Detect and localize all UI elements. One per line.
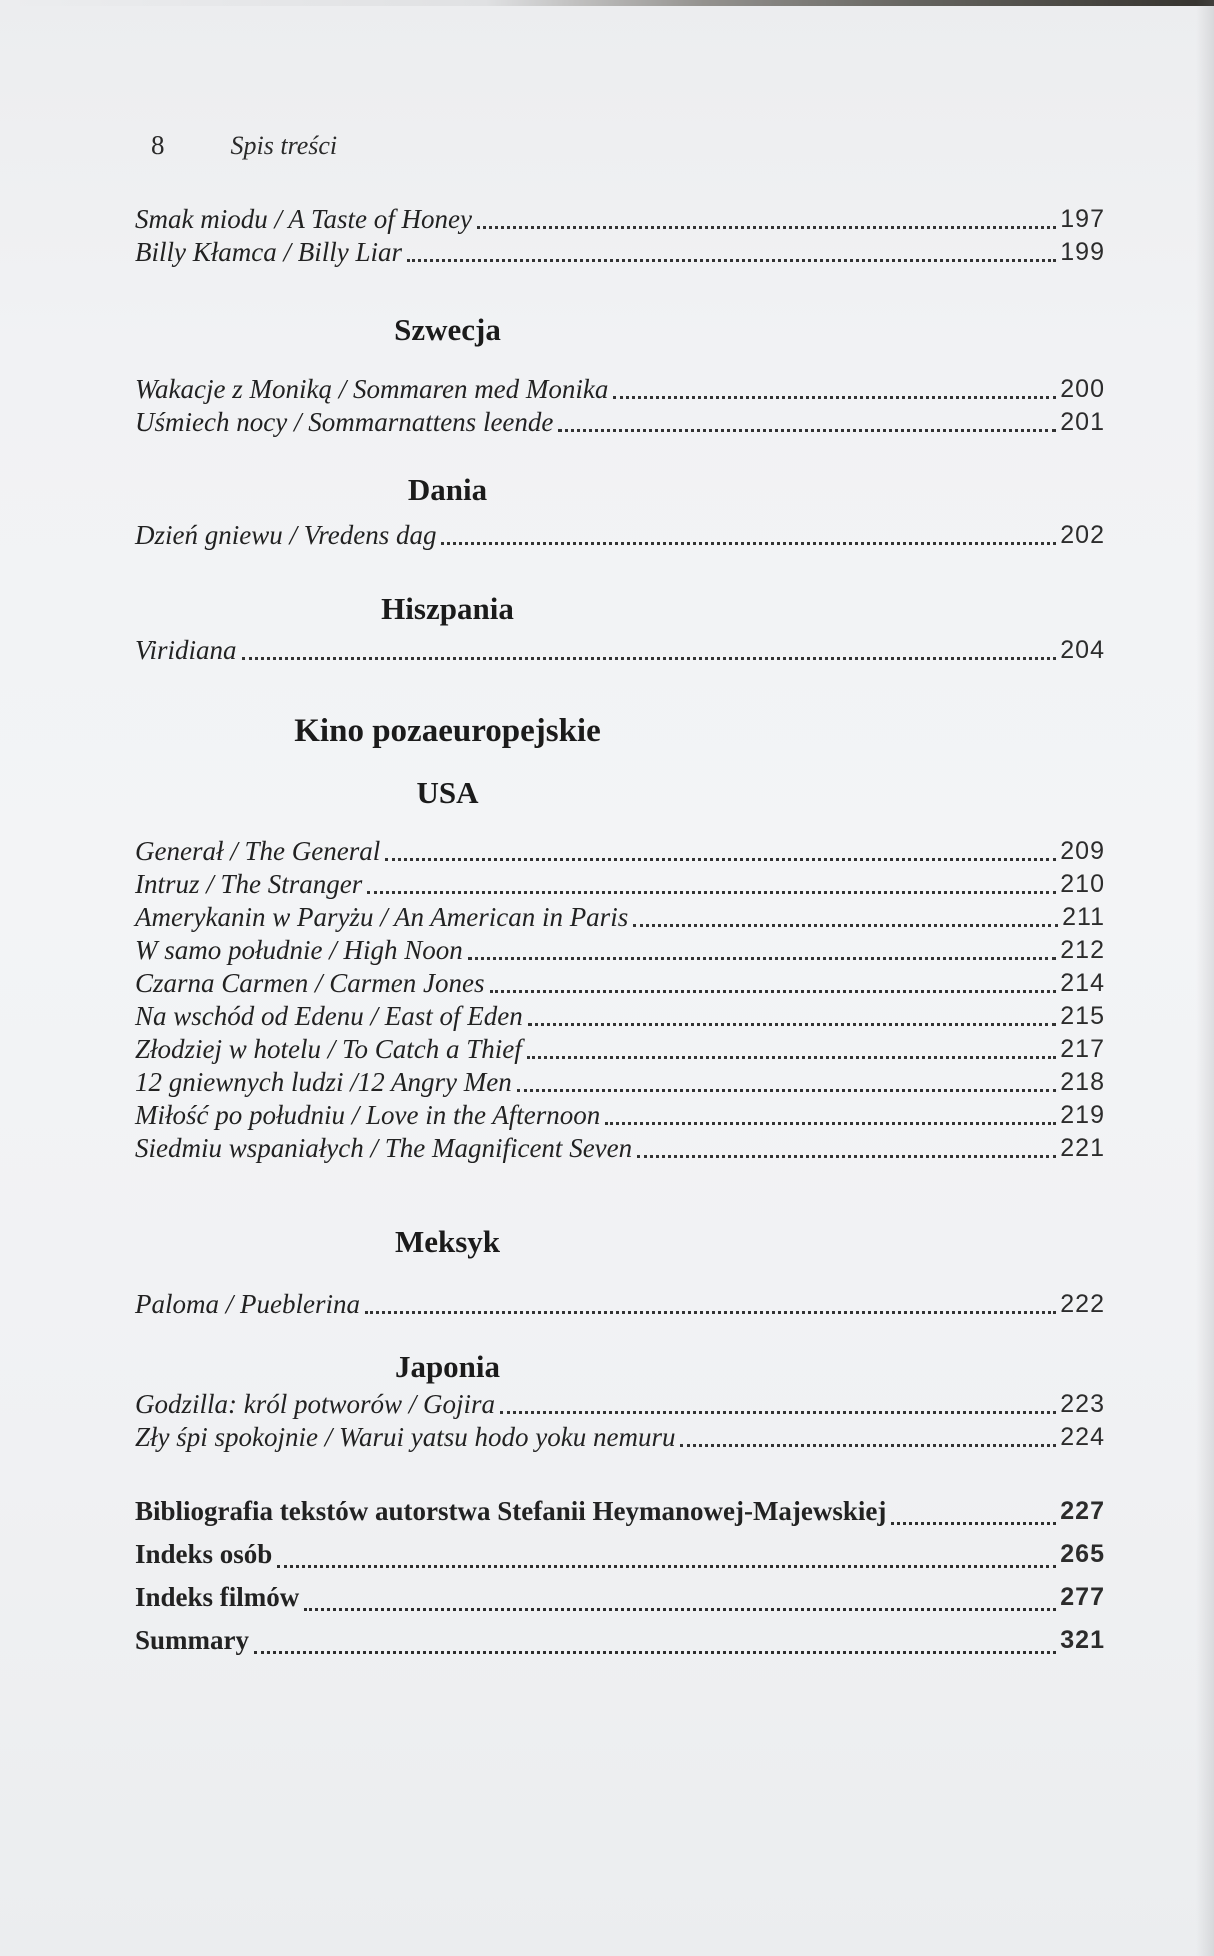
running-title: Spis treści <box>230 131 338 160</box>
page-content <box>135 0 1105 1662</box>
toc-entry-page: 214 <box>1060 969 1105 997</box>
toc-group <box>135 311 1105 439</box>
dot-leader <box>500 1411 1056 1414</box>
toc-group <box>135 711 1105 751</box>
toc-entry-page: 321 <box>1060 1626 1105 1654</box>
dot-leader <box>365 1311 1056 1314</box>
toc-entry-title: Indeks osób <box>135 1539 273 1569</box>
toc-entry-title: Na wschód od Edenu / East of Eden <box>135 1001 523 1031</box>
toc-entry-title: Dzień gniewu / Vredens dag <box>135 520 437 550</box>
dot-leader <box>385 858 1056 861</box>
dot-leader <box>528 1023 1057 1026</box>
dot-leader <box>891 1522 1056 1525</box>
toc-entry <box>135 835 1105 868</box>
toc-entry-page: 212 <box>1060 936 1105 964</box>
toc-entry-title: Bibliografia tekstów autorstwa Stefanii Heymanowej-Majewskiej <box>135 1496 887 1526</box>
toc-group <box>135 1348 1105 1454</box>
toc-entry-list <box>135 1388 1105 1454</box>
toc-entry-title: Wakacje z Moniką / Sommaren med Monika <box>135 374 609 404</box>
toc-entry <box>135 519 1105 552</box>
toc-entry-list <box>135 1288 1105 1321</box>
toc-entry <box>135 1533 1105 1576</box>
toc-entry-list <box>135 634 1105 667</box>
toc-entry-page: 219 <box>1060 1101 1105 1129</box>
scan-shadow-right <box>1196 0 1214 1956</box>
dot-leader <box>633 924 1058 927</box>
dot-leader <box>558 429 1056 432</box>
dot-leader <box>468 957 1057 960</box>
toc-entry-list <box>135 1490 1105 1662</box>
toc-entry <box>135 406 1105 439</box>
section-heading: Hiszpania <box>381 591 514 626</box>
toc-entry <box>135 967 1105 1000</box>
toc-entry-page: 221 <box>1060 1134 1105 1162</box>
toc-entry <box>135 1132 1105 1165</box>
toc-entry-page: 277 <box>1060 1583 1105 1611</box>
toc-entry-page: 215 <box>1060 1002 1105 1030</box>
toc-entry-page: 201 <box>1060 408 1105 436</box>
toc-entry-title: Indeks filmów <box>135 1582 300 1612</box>
dot-leader <box>367 891 1056 894</box>
toc-entry-title: Godzilla: król potworów / Gojira <box>135 1389 496 1419</box>
toc-entry <box>135 1066 1105 1099</box>
toc-entry-list <box>135 203 1105 269</box>
toc-entry <box>135 934 1105 967</box>
toc-entry <box>135 1288 1105 1321</box>
section-heading: USA <box>416 775 479 810</box>
section-heading: Meksyk <box>394 1224 501 1259</box>
dot-leader <box>477 226 1056 229</box>
toc-entry-title: Generał / The General <box>135 836 381 866</box>
toc-entry <box>135 1033 1105 1066</box>
toc-entry-page: 218 <box>1060 1068 1105 1096</box>
dot-leader <box>490 990 1057 993</box>
toc-entry <box>135 203 1105 236</box>
toc-entry-page: 200 <box>1060 375 1105 403</box>
toc-entry <box>135 1576 1105 1619</box>
toc-entry-page: 227 <box>1060 1497 1105 1525</box>
toc-entry-title: 12 gniewnych ludzi /12 Angry Men <box>135 1067 512 1097</box>
toc-entry-title: Smak miodu / A Taste of Honey <box>135 204 472 234</box>
toc-entry-title: Zły śpi spokojnie / Warui yatsu hodo yoku nemuru <box>135 1422 676 1452</box>
toc-entry-page: 197 <box>1060 205 1105 233</box>
dot-leader <box>680 1444 1056 1447</box>
toc-entry-page: 211 <box>1062 903 1105 931</box>
toc-entry <box>135 1000 1105 1033</box>
page-header <box>135 130 1105 161</box>
toc-entry-page: 223 <box>1060 1390 1105 1418</box>
page-number: 8 <box>151 130 165 160</box>
dot-leader <box>254 1651 1056 1654</box>
toc-entry-title: Intruz / The Stranger <box>135 869 363 899</box>
section-heading: Japonia <box>394 1349 501 1384</box>
toc-entry <box>135 1490 1105 1533</box>
toc-entry-title: Siedmiu wspaniałych / The Magnificent Seven <box>135 1133 633 1163</box>
toc-entry <box>135 373 1105 406</box>
dot-leader <box>637 1155 1056 1158</box>
dot-leader <box>613 396 1056 399</box>
dot-leader <box>304 1608 1056 1611</box>
toc-entry-page: 217 <box>1060 1035 1105 1063</box>
toc-entry-title: Paloma / Pueblerina <box>135 1289 360 1319</box>
toc-entry <box>135 236 1105 269</box>
toc-entry-title: Amerykanin w Paryżu / An American in Paris <box>135 902 629 932</box>
section-heading: Dania <box>407 472 488 507</box>
toc-entry-page: 199 <box>1060 238 1105 266</box>
toc-group <box>135 1490 1105 1662</box>
toc-entry-title: Summary <box>135 1625 249 1655</box>
toc-entry <box>135 1388 1105 1421</box>
toc-entry <box>135 1619 1105 1662</box>
toc-entry <box>135 634 1105 667</box>
table-of-contents <box>135 203 1105 1662</box>
toc-entry-page: 209 <box>1060 837 1105 865</box>
dot-leader <box>277 1565 1056 1568</box>
dot-leader <box>242 657 1057 660</box>
toc-entry <box>135 901 1105 934</box>
section-heading: Szwecja <box>394 312 501 347</box>
toc-entry-title: Viridiana <box>135 635 237 665</box>
toc-group <box>135 1223 1105 1321</box>
toc-entry-title: W samo południe / High Noon <box>135 935 463 965</box>
toc-entry-title: Billy Kłamca / Billy Liar <box>135 237 402 267</box>
toc-entry-title: Złodziej w hotelu / To Catch a Thief <box>135 1034 522 1064</box>
part-heading: Kino pozaeuropejskie <box>294 713 601 749</box>
toc-group <box>135 203 1105 269</box>
dot-leader <box>605 1122 1056 1125</box>
dot-leader <box>441 542 1056 545</box>
toc-entry-title: Miłość po południu / Love in the Afternoon <box>135 1100 601 1130</box>
toc-entry <box>135 1099 1105 1132</box>
dot-leader <box>407 259 1056 262</box>
toc-entry-page: 222 <box>1060 1290 1105 1318</box>
toc-entry-page: 210 <box>1060 870 1105 898</box>
toc-entry-title: Czarna Carmen / Carmen Jones <box>135 968 485 998</box>
toc-entry-page: 204 <box>1060 636 1105 664</box>
toc-entry-title: Uśmiech nocy / Sommarnattens leende <box>135 407 554 437</box>
toc-entry-list <box>135 519 1105 552</box>
toc-group <box>135 774 1105 1165</box>
toc-entry-list <box>135 835 1105 1165</box>
toc-entry-list <box>135 373 1105 439</box>
toc-entry-page: 265 <box>1060 1540 1105 1568</box>
dot-leader <box>527 1056 1056 1059</box>
dot-leader <box>517 1089 1057 1092</box>
toc-entry <box>135 868 1105 901</box>
toc-entry-page: 224 <box>1060 1423 1105 1451</box>
toc-entry <box>135 1421 1105 1454</box>
toc-group <box>135 590 1105 667</box>
toc-group <box>135 471 1105 552</box>
toc-entry-page: 202 <box>1060 521 1105 549</box>
